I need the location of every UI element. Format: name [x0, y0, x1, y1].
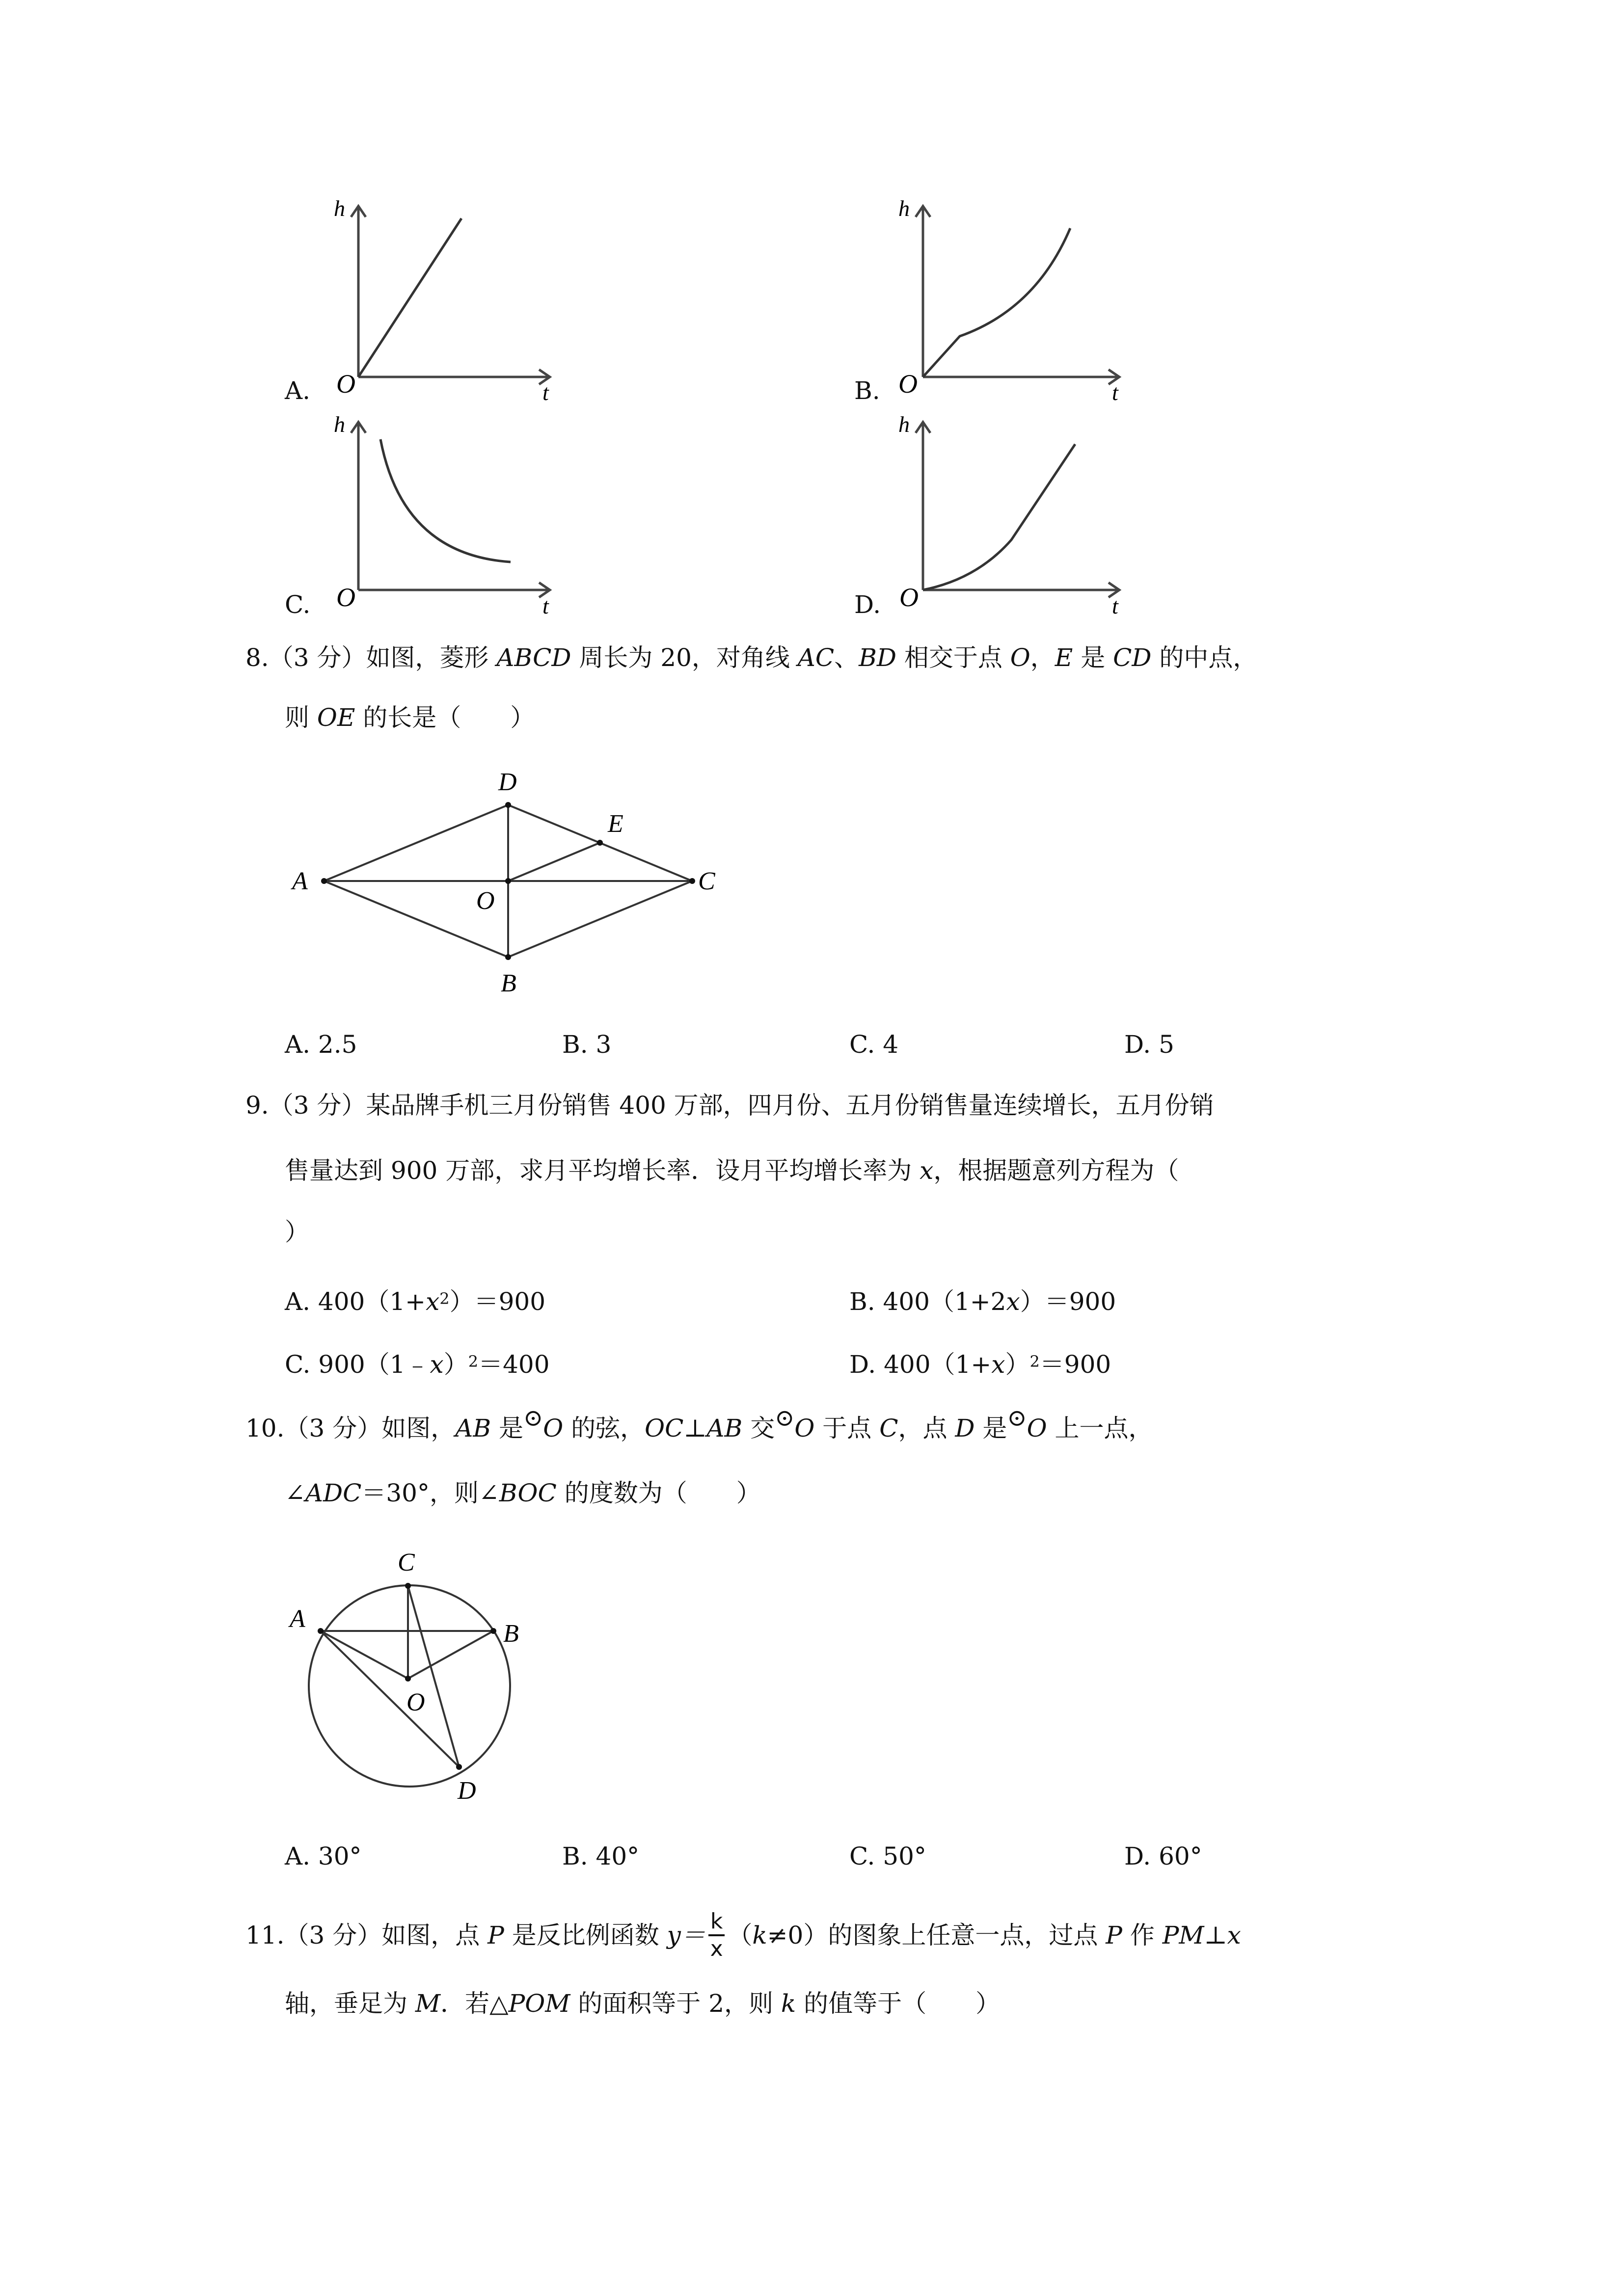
q7-graph-a: [275, 191, 569, 417]
option-key: D.: [1124, 1030, 1151, 1059]
q11-var-k: k: [781, 1989, 796, 2018]
q9-text: 某品牌手机三月份销售 400 万部，四月份、五月份销售量连续增长，五月份销: [366, 1091, 1214, 1120]
q7-graph-a-plot: [275, 191, 569, 417]
q11-var-x: x: [1227, 1921, 1241, 1949]
q8-line1: [245, 643, 1257, 672]
q11-y-equals: y＝: [667, 1921, 705, 1949]
q8-var-abcd: ABCD: [496, 643, 571, 672]
q10-text: 上一点，: [1047, 1414, 1153, 1442]
q8-option-c[interactable]: [849, 1030, 898, 1059]
option-key: D.: [849, 1350, 876, 1379]
option-key: B.: [562, 1030, 588, 1059]
q10-text: 是: [974, 1414, 1007, 1442]
label-b: B: [501, 969, 516, 997]
point-c: [689, 878, 695, 884]
option-key: C.: [849, 1030, 875, 1059]
option-key: B.: [562, 1842, 588, 1870]
q10-line1: [245, 1404, 1153, 1443]
graph-line: [358, 218, 461, 377]
q10-var-o: O: [1027, 1414, 1047, 1442]
q11-text: 是反比例函数: [504, 1921, 667, 1949]
q11-var-p: P: [1106, 1921, 1122, 1949]
q10-text: 的弦，: [563, 1414, 645, 1442]
q7-graph-b: [844, 191, 1149, 417]
option-exponent: 2: [1029, 1352, 1040, 1371]
q8-text: 是: [1073, 643, 1113, 672]
q9-option-b[interactable]: [849, 1287, 1116, 1316]
q11-text: ⊥: [1204, 1921, 1227, 1949]
q10-option-c[interactable]: [849, 1842, 926, 1871]
q10-var-d: D: [955, 1414, 975, 1442]
q11-text: 的值等于（ ）: [796, 1989, 1001, 2018]
label-e: E: [608, 810, 623, 838]
point-a: [321, 878, 327, 884]
q10-option-b[interactable]: [562, 1842, 639, 1871]
q10-text: 交: [742, 1414, 775, 1442]
q10-text: ，点: [898, 1414, 955, 1442]
q9-option-d[interactable]: [849, 1350, 1111, 1379]
option-text: ＝400: [478, 1350, 550, 1379]
origin-label: O: [336, 369, 355, 399]
q9-option-c[interactable]: [285, 1350, 550, 1379]
option-text: 400（1+: [884, 1350, 992, 1379]
q8-var-oe: OE: [317, 703, 355, 732]
label-a: A: [290, 1605, 305, 1633]
q10-var-ab: AB: [455, 1414, 491, 1442]
q8-var-bd: BD: [859, 643, 896, 672]
q8-text: 相交于点: [896, 643, 1010, 672]
point-d: [456, 1764, 462, 1770]
option-var: x: [991, 1350, 1005, 1379]
q8-var-e: E: [1055, 643, 1073, 672]
q10-text: 的度数为（ ）: [556, 1479, 761, 1507]
option-text: ）＝900: [449, 1287, 546, 1316]
q11-score: （3 分）: [284, 1921, 382, 1949]
q10-var-o: O: [543, 1414, 564, 1442]
point-d: [505, 802, 511, 808]
label-c: C: [398, 1548, 415, 1576]
option-key: C.: [849, 1842, 875, 1870]
segment-oe: [508, 843, 600, 881]
fraction-numerator: k: [708, 1909, 725, 1936]
label-o: O: [406, 1688, 425, 1716]
origin-label: O: [336, 583, 355, 612]
origin-label: O: [899, 583, 919, 612]
option-key: C.: [285, 1350, 311, 1379]
segment-ad: [321, 1631, 459, 1767]
q7-option-d-key: D.: [854, 590, 881, 619]
q10-var-boc: BOC: [499, 1479, 557, 1507]
q10-line2: [285, 1478, 761, 1508]
q11-var-k: k: [752, 1921, 767, 1949]
point-c: [405, 1583, 411, 1589]
q11-fraction: [708, 1909, 725, 1962]
q8-text: 如图，菱形: [366, 643, 497, 672]
option-text: 400（1+: [318, 1287, 426, 1316]
q11-text: 如图，点: [381, 1921, 488, 1949]
q7-graph-b-plot: [844, 191, 1149, 417]
q9-text: 售量达到 900 万部，求月平均增长率．设月平均增长率为: [285, 1156, 920, 1185]
point-e: [597, 840, 603, 846]
segment-bo: [408, 1631, 493, 1679]
graph-curve: [380, 439, 511, 562]
circle-o: [309, 1585, 510, 1787]
q10-number: 10.: [245, 1414, 285, 1442]
q8-rhombus-figure: [275, 751, 717, 1026]
q8-text: 的中点，: [1151, 643, 1258, 672]
q10-var-o: O: [794, 1414, 815, 1442]
label-c: C: [698, 867, 715, 895]
q9-line2: [285, 1156, 1179, 1185]
option-text: ）＝900: [1020, 1287, 1116, 1316]
q10-text: 于点: [814, 1414, 880, 1442]
option-key: B.: [849, 1287, 875, 1316]
q8-option-d[interactable]: [1124, 1030, 1174, 1059]
q7-graph-d: [844, 407, 1149, 628]
option-value: 3: [595, 1030, 612, 1059]
q9-number: 9.: [245, 1091, 269, 1120]
q8-text: 周长为 20，对角线: [571, 643, 798, 672]
q7-option-b-key: B.: [854, 376, 880, 405]
q8-text: 、: [834, 643, 859, 672]
q7-graph-d-plot: [844, 407, 1149, 628]
q10-text: ∠: [285, 1479, 305, 1507]
q10-text: 如图，: [381, 1414, 456, 1442]
label-b: B: [503, 1620, 519, 1648]
option-text: 400（1+2: [883, 1287, 1006, 1316]
label-d: D: [498, 768, 517, 796]
q11-var-pom: POM: [508, 1989, 570, 2018]
q7-graph-c-plot: [275, 407, 569, 628]
axis-h-label: h: [898, 196, 910, 221]
origin-label: O: [898, 369, 918, 399]
q8-text: 则: [285, 703, 317, 732]
option-text: 900（1﹣: [318, 1350, 430, 1379]
point-a: [318, 1628, 324, 1634]
graph-curve: [923, 444, 1075, 590]
q11-text: 作: [1122, 1921, 1163, 1949]
option-value: 5: [1159, 1030, 1174, 1059]
option-value: 4: [883, 1030, 899, 1059]
q8-score: （3 分）: [269, 643, 366, 672]
point-b: [505, 954, 511, 960]
option-text: ）: [1005, 1350, 1030, 1379]
q11-var-m: M: [415, 1989, 441, 2018]
q8-line2: [285, 703, 535, 732]
q8-var-ac: AC: [797, 643, 835, 672]
option-value: 2.5: [318, 1030, 357, 1059]
axis-h-label: h: [334, 412, 345, 437]
circle-symbol-icon: ⊙: [775, 1404, 795, 1432]
circle-symbol-icon: ⊙: [1007, 1404, 1027, 1432]
q10-option-d[interactable]: [1124, 1842, 1202, 1871]
q8-option-b[interactable]: [562, 1030, 611, 1059]
q10-var-c: C: [879, 1414, 898, 1442]
q10-var-oc-ab: OC⊥AB: [645, 1414, 743, 1442]
q11-text: 的面积等于 2，则: [570, 1989, 781, 2018]
q11-text: 轴，垂足为: [285, 1989, 415, 2018]
q9-line3: [285, 1217, 309, 1247]
option-text: ＝900: [1039, 1350, 1111, 1379]
q7-option-a-key: A.: [285, 376, 311, 405]
circle-symbol-icon: ⊙: [523, 1404, 543, 1432]
option-key: A.: [285, 1287, 311, 1316]
option-var: x: [430, 1350, 444, 1379]
option-text: ）: [443, 1350, 468, 1379]
q11-text: ≠0）的图象上任意一点，过点: [767, 1921, 1106, 1949]
option-value: 40°: [595, 1842, 640, 1870]
label-d: D: [458, 1777, 476, 1805]
label-a: A: [292, 867, 308, 895]
q8-var-o: O: [1010, 643, 1030, 672]
q10-text: 是: [491, 1414, 524, 1442]
option-key: A.: [285, 1030, 311, 1059]
option-var: x: [426, 1287, 440, 1316]
segment-cd: [408, 1586, 459, 1767]
segment-ao: [321, 1631, 408, 1679]
axis-t-label: t: [1112, 380, 1118, 405]
q10-score: （3 分）: [284, 1414, 382, 1442]
q7-graph-c: [275, 407, 569, 628]
q11-text: ．若△: [440, 1989, 509, 2018]
q9-var-x: x: [920, 1156, 934, 1185]
q11-var-p: P: [487, 1921, 504, 1949]
q8-option-a[interactable]: [285, 1030, 357, 1059]
q11-line2: [285, 1989, 1000, 2018]
graph-curve: [923, 228, 1070, 377]
option-value: 30°: [318, 1842, 362, 1870]
q9-text: ）: [285, 1218, 309, 1246]
option-exponent: 2: [439, 1289, 450, 1308]
q10-text: ＝30°，则∠: [361, 1479, 499, 1507]
q10-var-adc: ADC: [305, 1479, 362, 1507]
fraction-denominator: x: [710, 1936, 723, 1961]
axis-h-label: h: [898, 412, 910, 437]
q8-var-cd: CD: [1113, 643, 1152, 672]
q9-score: （3 分）: [269, 1091, 366, 1120]
q11-line1: [245, 1911, 1241, 1964]
point-b: [490, 1628, 496, 1634]
option-exponent: 2: [468, 1352, 479, 1371]
axis-h-label: h: [334, 196, 345, 221]
axis-t-label: t: [542, 593, 549, 618]
q9-line1: [245, 1091, 1214, 1120]
option-var: x: [1006, 1287, 1020, 1316]
q10-option-a[interactable]: [285, 1842, 362, 1871]
q7-option-c-key: C.: [285, 590, 311, 619]
axis-t-label: t: [1112, 593, 1118, 618]
q11-text: （: [728, 1921, 753, 1949]
q9-text: ，根据题意列方程为（: [933, 1156, 1179, 1185]
point-o: [505, 878, 511, 884]
option-key: D.: [1124, 1842, 1151, 1870]
option-key: A.: [285, 1842, 311, 1870]
q8-text: ，: [1030, 643, 1055, 672]
q9-option-a[interactable]: [285, 1287, 545, 1316]
q8-number: 8.: [245, 643, 269, 672]
axis-t-label: t: [542, 380, 549, 405]
q11-var-pm: PM: [1162, 1921, 1204, 1949]
q11-number: 11.: [245, 1921, 285, 1949]
q8-text: 的长是（ ）: [355, 703, 535, 732]
option-value: 60°: [1159, 1842, 1202, 1870]
option-value: 50°: [883, 1842, 926, 1870]
q10-circle-figure: [275, 1536, 579, 1811]
label-o: O: [476, 887, 495, 915]
point-o: [405, 1676, 411, 1682]
